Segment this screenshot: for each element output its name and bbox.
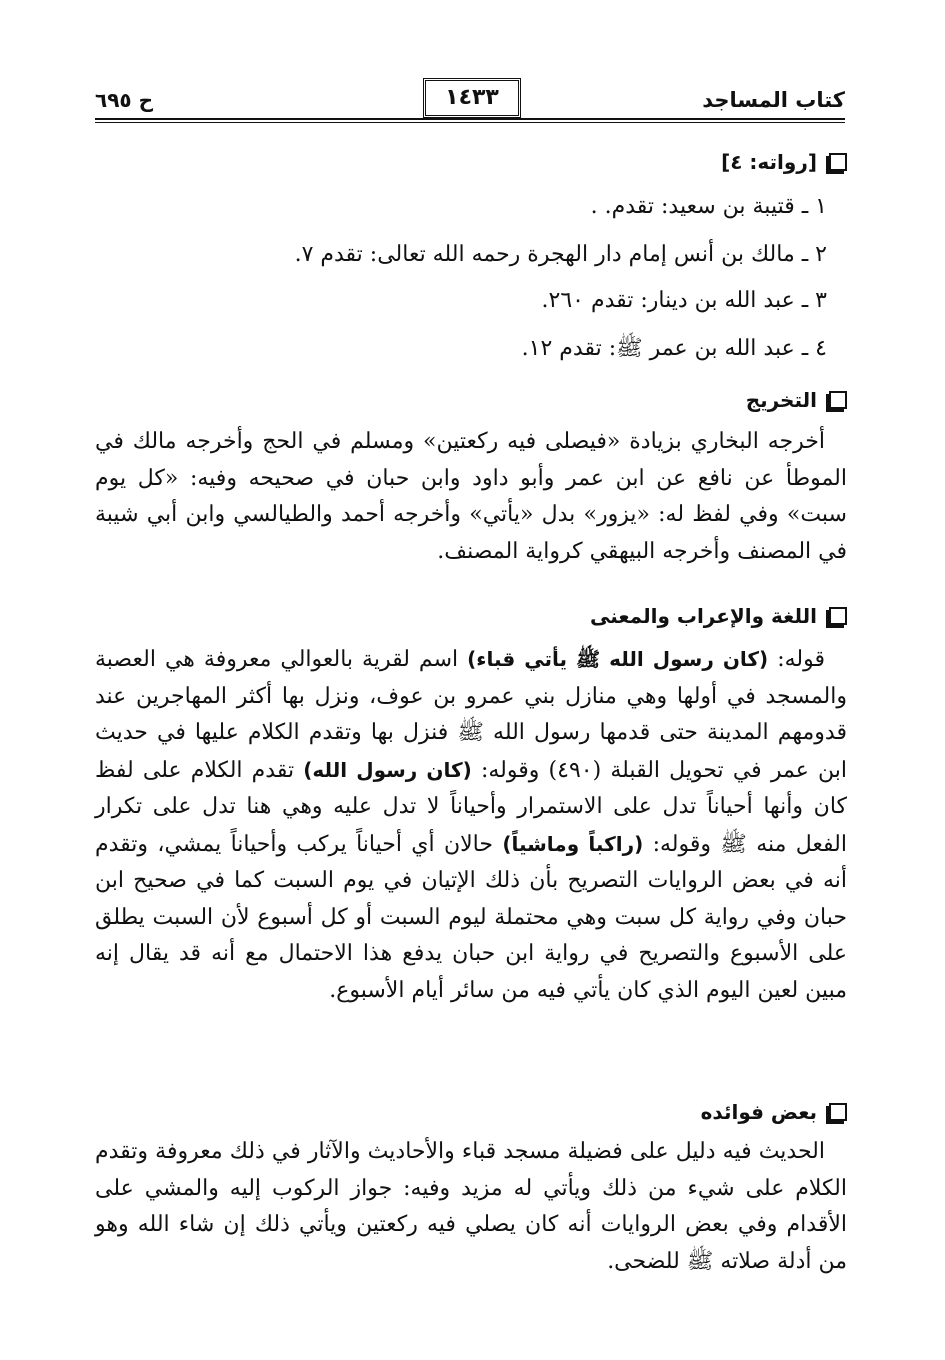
hadith-reference: ح ٦٩٥ bbox=[95, 88, 154, 112]
benefits-title: بعض فوائده bbox=[700, 1100, 817, 1124]
narrator-item: ٤ ـ عبد الله بن عمر ﷺ: تقدم ١٢. bbox=[521, 336, 827, 361]
checkbox-bullet-icon bbox=[829, 1103, 847, 1121]
takhrij-paragraph bbox=[95, 424, 847, 570]
language-heading bbox=[590, 604, 847, 628]
page-number: ١٤٣٣ bbox=[423, 78, 521, 118]
quoted-phrase: (راكباً وماشياً) bbox=[502, 831, 644, 856]
narrator-item: ٣ ـ عبد الله بن دينار: تقدم ٢٦٠. bbox=[541, 288, 827, 313]
benefits-paragraph bbox=[95, 1134, 847, 1280]
narrator-item: ١ ـ قتيبة بن سعيد: تقدم. . bbox=[590, 194, 827, 219]
header-rule bbox=[95, 118, 845, 120]
checkbox-bullet-icon bbox=[829, 607, 847, 625]
running-header bbox=[95, 78, 845, 118]
quoted-phrase: (كان رسول الله) bbox=[303, 757, 472, 782]
language-text: حالان أي أحياناً يركب وأحياناً يمشي، وتقدم أنه في بعض الروايات التصريح بأن ذلك الإتيان في يوم السبت كما في صحيح ابن حبان وفي رواية كل سبت وهي محتملة ليوم السبت أو كل أسبوع لأن السبت يطلق على الأسبوع والتصريح في رواية ابن حبان يدفع هذا الاحتمال مع أنه قد يقال إنه مبين لعين اليوم الذي كان يأتي فيه من سائر أيام الأسبوع. bbox=[95, 831, 847, 1003]
takhrij-title: التخريج bbox=[745, 388, 817, 412]
takhrij-heading bbox=[746, 388, 847, 412]
language-title: اللغة والإعراب والمعنى bbox=[589, 604, 817, 628]
language-text: اسم لقرية بالعوالي معروفة هي العصبة والمسجد في أولها وهي منازل بني عمرو بن عوف، ونزل بها أكثر المهاجرين عند قدومهم المدينة حتى قدمها رسول الله ﷺ فنزل بها وتقدم الكلام عليها في حديث ابن عمر في تحويل القبلة (٤٩٠) وقوله: bbox=[95, 647, 847, 783]
takhrij-text: أخرجه البخاري بزيادة «فيصلى فيه ركعتين» ومسلم في الحج وأخرجه مالك في الموطأ عن نافع عن ابن عمر وأبو داود وابن حبان في صحيحه وفيه: «كل يوم سبت» وفي لفظ له: «يزور» بدل «يأتي» وأخرجه أحمد والطيالسي وابن أبي شيبة في المصنف وأخرجه البيهقي كرواية المصنف. bbox=[95, 429, 847, 564]
checkbox-bullet-icon bbox=[829, 153, 847, 171]
quoted-phrase: (كان رسول الله ﷺ يأتي قباء) bbox=[467, 647, 769, 671]
checkbox-bullet-icon bbox=[829, 391, 847, 409]
narrator-item: ٢ ـ مالك بن أنس إمام دار الهجرة رحمه الله تعالى: تقدم ٧. bbox=[294, 242, 827, 267]
narrators-title: [رواته: ٤] bbox=[721, 150, 817, 174]
language-intro: قوله: bbox=[777, 647, 825, 672]
benefits-text: الحديث فيه دليل على فضيلة مسجد قباء والأحاديث والآثار في ذلك معروفة وتقدم الكلام على شيء من ذلك ويأتي له مزيد وفيه: جواز الركوب إليه والمشي على الأقدام وفي بعض الروايات أنه كان يصلي فيه ركعتين ويأتي ذلك إن شاء الله وهو من أدلة صلاته ﷺ للضحى. bbox=[95, 1139, 847, 1274]
benefits-heading bbox=[701, 1100, 847, 1124]
header-rule-thin bbox=[95, 122, 845, 123]
language-text: تقدم الكلام على لفظ كان وأنها أحياناً تدل على الاستمرار وأحياناً لا تدل عليه وهي هنا تدل على تكرار الفعل منه ﷺ وقوله: bbox=[95, 757, 847, 857]
book-title: كتاب المساجد bbox=[702, 88, 845, 112]
narrators-heading bbox=[721, 150, 847, 174]
language-paragraph bbox=[95, 641, 847, 1009]
